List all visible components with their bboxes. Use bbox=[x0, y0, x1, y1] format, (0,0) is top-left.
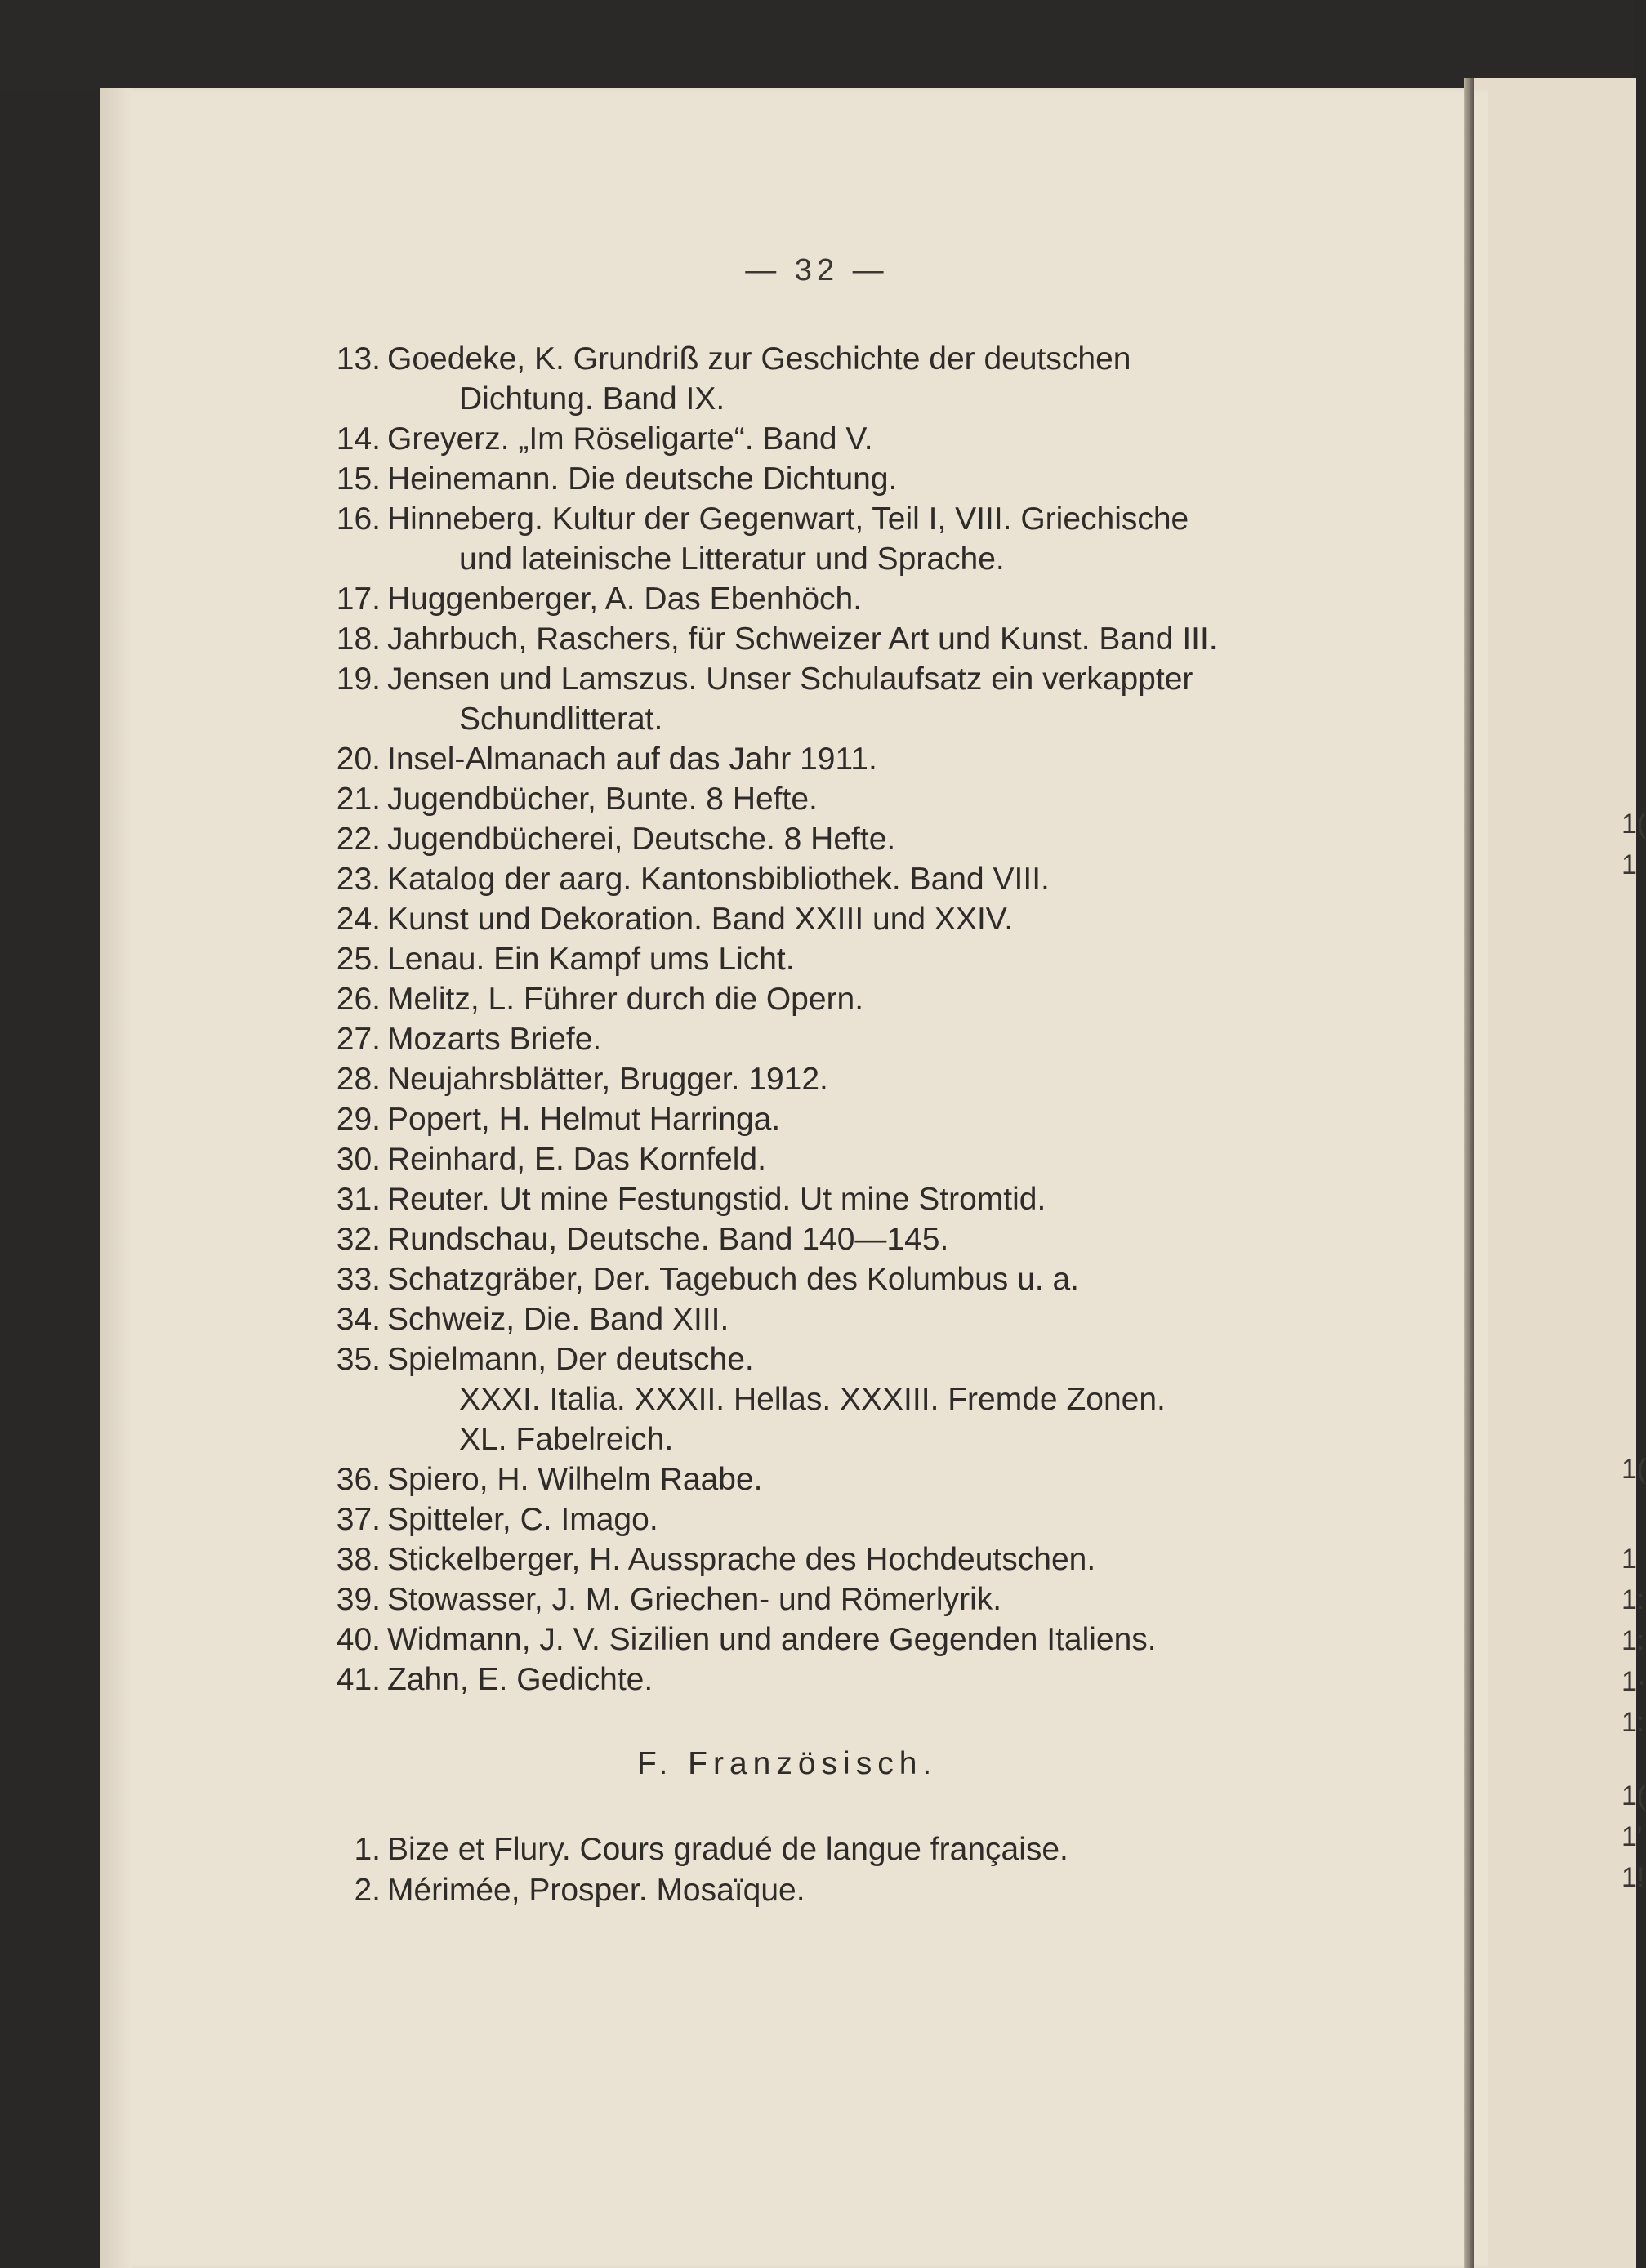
entry-text: Stickelberger, H. Aussprache des Hochdeutschen. bbox=[387, 1542, 1096, 1577]
list-item bbox=[327, 659, 1291, 739]
entry-text: Mérimée, Prosper. Mosaïque. bbox=[387, 1873, 805, 1908]
list-item bbox=[327, 1339, 1291, 1459]
list-item bbox=[327, 1829, 1291, 1870]
list-item bbox=[327, 1499, 1291, 1539]
entry-continuation: Schundlitterat. bbox=[459, 702, 663, 737]
page-number: — 32 — bbox=[745, 253, 889, 287]
list-item bbox=[327, 1219, 1291, 1259]
entry-continuation: und lateinische Litteratur und Sprache. bbox=[459, 541, 1005, 577]
entry-number: 2. bbox=[354, 1873, 381, 1908]
entry-text: Goedeke, K. Grundriß zur Geschichte der deutschen bbox=[387, 341, 1131, 377]
entry-number: 25. bbox=[336, 942, 381, 977]
entry-text: Jugendbücher, Bunte. 8 Hefte. bbox=[387, 782, 818, 817]
background-top bbox=[0, 0, 1634, 90]
entry-text: Reuter. Ut mine Festungstid. Ut mine Stromtid. bbox=[387, 1182, 1046, 1217]
list-item bbox=[327, 1259, 1291, 1299]
entry-number: 23. bbox=[336, 862, 381, 897]
entry-number: 28. bbox=[336, 1062, 381, 1097]
entry-text: Spitteler, C. Imago. bbox=[387, 1502, 658, 1537]
entry-text: Lenau. Ein Kampf ums Licht. bbox=[387, 942, 795, 977]
margin-fragment: 1( bbox=[1621, 809, 1646, 840]
entry-number: 17. bbox=[336, 581, 381, 617]
list-item bbox=[327, 419, 1291, 459]
facing-page bbox=[1470, 78, 1636, 2268]
margin-fragment: 1: bbox=[1621, 1625, 1645, 1656]
margin-fragment: 1' bbox=[1621, 1821, 1643, 1852]
list-item bbox=[327, 459, 1291, 499]
entry-text: Jahrbuch, Raschers, für Schweizer Art und Kunst. Band III. bbox=[387, 622, 1218, 657]
list-item bbox=[327, 859, 1291, 899]
list-item bbox=[327, 1099, 1291, 1139]
entry-number: 33. bbox=[336, 1262, 381, 1297]
entry-text: Spiero, H. Wilhelm Raabe. bbox=[387, 1462, 763, 1497]
book-gutter bbox=[1464, 78, 1474, 2268]
list-item bbox=[327, 1660, 1291, 1700]
margin-fragment: 1( bbox=[1621, 1780, 1646, 1811]
entry-text: Mozarts Briefe. bbox=[387, 1022, 602, 1057]
entry-text: Jensen und Lamszus. Unser Schulaufsatz ein verkappter bbox=[387, 662, 1193, 697]
page-edge bbox=[100, 88, 132, 2268]
entry-text: Bize et Flury. Cours gradué de langue française. bbox=[387, 1832, 1068, 1867]
list-item bbox=[327, 739, 1291, 779]
entry-number: 36. bbox=[336, 1462, 381, 1497]
entry-text: Kunst und Dekoration. Band XXIII und XXIV. bbox=[387, 902, 1014, 937]
entry-number: 37. bbox=[336, 1502, 381, 1537]
list-item bbox=[327, 1459, 1291, 1499]
list-item bbox=[327, 1580, 1291, 1620]
entry-number: 15. bbox=[336, 461, 381, 497]
entry-number: 22. bbox=[336, 822, 381, 857]
entry-continuation: XXXI. Italia. XXXII. Hellas. XXXIII. Fremde Zonen. bbox=[459, 1382, 1166, 1417]
entry-number: 20. bbox=[336, 742, 381, 777]
entry-number: 31. bbox=[336, 1182, 381, 1217]
entry-text: Jugendbücherei, Deutsche. 8 Hefte. bbox=[387, 822, 896, 857]
entry-number: 32. bbox=[336, 1222, 381, 1257]
entry-number: 27. bbox=[336, 1022, 381, 1057]
entry-number: 41. bbox=[336, 1662, 381, 1697]
margin-fragment: 1: bbox=[1621, 1707, 1645, 1738]
list-item bbox=[327, 1179, 1291, 1219]
entry-text: Greyerz. „Im Röseligarte“. Band V. bbox=[387, 421, 873, 457]
entry-text: Spielmann, Der deutsche. bbox=[387, 1342, 754, 1377]
margin-fragment: 1! bbox=[1621, 1862, 1645, 1893]
list-item bbox=[327, 1299, 1291, 1339]
margin-fragment: 1· bbox=[1621, 1666, 1646, 1697]
entry-text: Insel-Almanach auf das Jahr 1911. bbox=[387, 742, 877, 777]
entry-continuation: Dichtung. Band IX. bbox=[459, 381, 725, 417]
entry-text: Katalog der aarg. Kantonsbibliothek. Band VIII. bbox=[387, 862, 1050, 897]
list-item bbox=[327, 1539, 1291, 1580]
entry-number: 14. bbox=[336, 421, 381, 457]
entry-number: 18. bbox=[336, 622, 381, 657]
entry-text: Stowasser, J. M. Griechen- und Römerlyrik. bbox=[387, 1582, 1002, 1617]
entry-number: 21. bbox=[336, 782, 381, 817]
margin-fragment: 1 bbox=[1621, 849, 1637, 880]
entry-number: 35. bbox=[336, 1342, 381, 1377]
entry-text: Huggenberger, A. Das Ebenhöch. bbox=[387, 581, 863, 617]
list-item bbox=[327, 1620, 1291, 1660]
entry-text: Rundschau, Deutsche. Band 140—145. bbox=[387, 1222, 949, 1257]
entry-text: Schatzgräber, Der. Tagebuch des Kolumbus u. a. bbox=[387, 1262, 1079, 1297]
section-title: F. Französisch. bbox=[637, 1746, 938, 1781]
margin-fragment: 1: bbox=[1621, 1584, 1645, 1615]
entry-number: 19. bbox=[336, 662, 381, 697]
list-item bbox=[327, 1059, 1291, 1099]
entry-number: 16. bbox=[336, 501, 381, 537]
entry-text: Zahn, E. Gedichte. bbox=[387, 1662, 653, 1697]
list-item bbox=[327, 939, 1291, 979]
margin-fragment: 1 bbox=[1621, 1544, 1637, 1575]
entry-text: Reinhard, E. Das Kornfeld. bbox=[387, 1142, 766, 1177]
list-item bbox=[327, 339, 1291, 419]
entry-text: Melitz, L. Führer durch die Opern. bbox=[387, 982, 864, 1017]
list-item bbox=[327, 1870, 1291, 1911]
entry-number: 30. bbox=[336, 1142, 381, 1177]
entry-number: 39. bbox=[336, 1582, 381, 1617]
entry-continuation: XL. Fabelreich. bbox=[459, 1422, 674, 1457]
entry-text: Widmann, J. V. Sizilien und andere Gegenden Italiens. bbox=[387, 1622, 1157, 1657]
entry-text: Neujahrsblätter, Brugger. 1912. bbox=[387, 1062, 828, 1097]
entry-number: 24. bbox=[336, 902, 381, 937]
entry-number: 34. bbox=[336, 1302, 381, 1337]
margin-fragment: 1( bbox=[1621, 1454, 1646, 1485]
list-item bbox=[327, 619, 1291, 659]
list-item bbox=[327, 819, 1291, 859]
entry-text: Heinemann. Die deutsche Dichtung. bbox=[387, 461, 898, 497]
entry-number: 38. bbox=[336, 1542, 381, 1577]
list-item bbox=[327, 579, 1291, 619]
entry-number: 26. bbox=[336, 982, 381, 1017]
entry-number: 29. bbox=[336, 1102, 381, 1137]
entry-number: 13. bbox=[336, 341, 381, 377]
list-item bbox=[327, 1019, 1291, 1059]
list-item bbox=[327, 499, 1291, 579]
list-item bbox=[327, 899, 1291, 939]
list-item bbox=[327, 779, 1291, 819]
entry-text: Popert, H. Helmut Harringa. bbox=[387, 1102, 781, 1137]
entry-number: 40. bbox=[336, 1622, 381, 1657]
list-item bbox=[327, 1139, 1291, 1179]
entry-number: 1. bbox=[354, 1832, 381, 1867]
entry-text: Hinneberg. Kultur der Gegenwart, Teil I, VIII. Griechische bbox=[387, 501, 1189, 537]
entry-text: Schweiz, Die. Band XIII. bbox=[387, 1302, 729, 1337]
list-item bbox=[327, 979, 1291, 1019]
